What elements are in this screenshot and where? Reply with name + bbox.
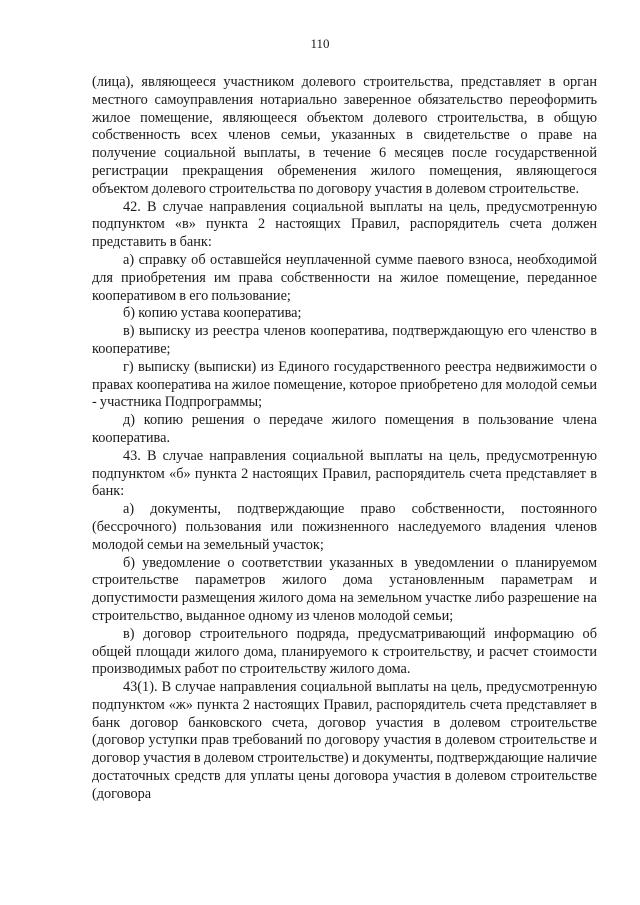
paragraph-item-43-v: в) договор строительного подряда, предусматривающий информацию об общей площади жилого дома, планируемого к строительству, и расчет стоимости производимых работ по строительству жилого дома. xyxy=(92,625,597,678)
paragraph-item-42-d: д) копию решения о передаче жилого помещения в пользование члена кооператива. xyxy=(92,412,597,446)
paragraph-item-42: 42. В случае направления социальной выплаты на цель, предусмотренную подпунктом «в» пункта 2 настоящих Правил, распорядитель счета должен представить в банк: xyxy=(92,198,597,251)
paragraph-item-43-1: 43(1). В случае направления социальной выплаты на цель, предусмотренную подпунктом «ж» пункта 2 настоящих Правил, распорядитель счета представляет в банк договор банковского счета, договор участия в долевом строительстве (договор уступки прав требований по договору участия в долевом строительстве и договор участия в долевом строительстве) и документы, подтверждающие наличие достаточных средств для уплаты цены договора участия в долевом строительстве (договора xyxy=(92,679,597,802)
paragraph-item-43-b: б) уведомление о соответствии указанных в уведомлении о планируемом строительстве параметров жилого дома установленным параметрам и допустимости размещения жилого дома на земельном участке либо разрешение на строительство, выданное одному из членов молодой семьи; xyxy=(92,554,597,624)
paragraph-item-42-b: б) копию устава кооператива; xyxy=(123,305,302,322)
paragraph-item-43: 43. В случае направления социальной выплаты на цель, предусмотренную подпунктом «б» пункта 2 настоящих Правил, распорядитель счета представляет в банк: xyxy=(92,447,597,500)
page-number: 110 xyxy=(310,36,330,51)
document-body xyxy=(92,74,597,804)
paragraph-item-42-a: а) справку об оставшейся неуплаченной сумме паевого взноса, необходимой для приобретения им права собственности на жилое помещение, переданное кооперативом в его пользование; xyxy=(92,251,597,304)
paragraph-item-43-a: а) документы, подтверждающие право собственности, постоянного (бессрочного) пользования или пожизненного наследуемого владения членов молодой семьи на земельный участок; xyxy=(92,501,597,553)
paragraph-continuation: (лица), являющееся участником долевого строительства, представляет в орган местного самоуправления нотариально заверенное обязательство переоформить жилое помещение, являющееся объектом долевого строительства, в общую собственность всех членов семьи, указанных в свидетельстве о праве на получение социальной выплаты, в течение 6 месяцев после государственной регистрации прекращения обременения жилого помещения, являющегося объектом долевого строительства по договору участия в долевом строительстве. xyxy=(92,74,597,197)
paragraph-item-42-v: в) выписку из реестра членов кооператива, подтверждающую его членство в кооперативе; xyxy=(92,323,597,357)
paragraph-item-42-g: г) выписку (выписки) из Единого государственного реестра недвижимости о правах кооператива на жилое помещение, которое приобретено для молодой семьи - участника Подпрограммы; xyxy=(92,358,597,411)
